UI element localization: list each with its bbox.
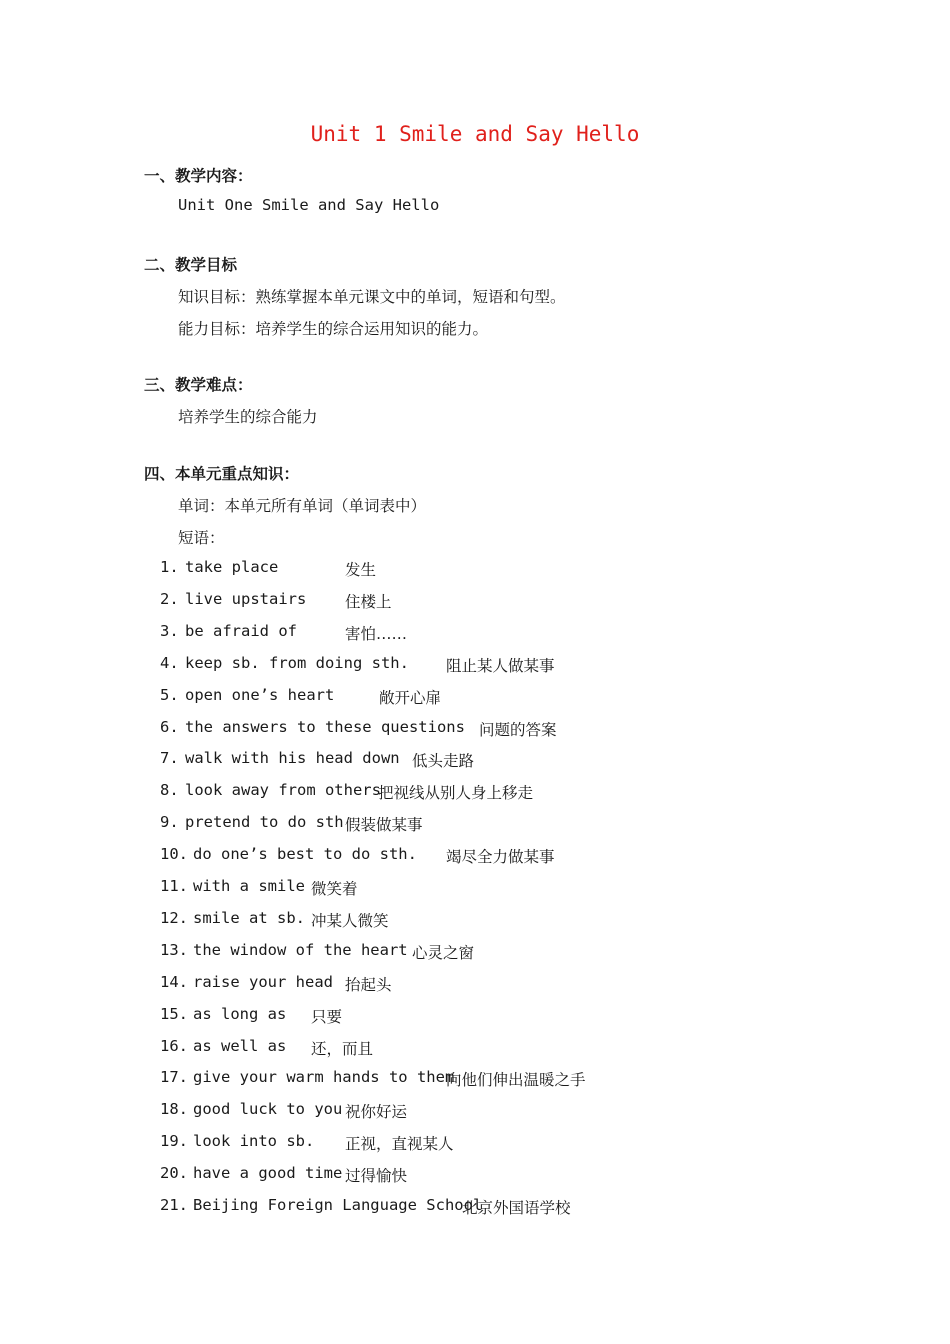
content-text: Unit One Smile and Say Hello (178, 196, 440, 214)
phrase-english: raise your head (193, 972, 333, 991)
phrase-number: 21. (160, 1196, 188, 1214)
phrase-number: 16. (160, 1036, 188, 1055)
phrase-chinese: 阻止某人做某事 (446, 656, 555, 675)
phrase-number: 12. (160, 908, 188, 927)
phrase-english: walk with his head down (185, 749, 400, 768)
phrase-chinese: 心灵之窗 (412, 943, 475, 962)
phrase-english: the answers to these questions (185, 717, 465, 736)
phrase-english: as well as (193, 1036, 287, 1055)
phrase-number: 19. (160, 1132, 188, 1151)
phrase-english: look away from others (185, 781, 381, 800)
phrase-english: look into sb. (193, 1132, 315, 1151)
phrase-english: as long as (193, 1004, 287, 1023)
phrase-english: open one’s heart (185, 685, 335, 704)
phrase-number: 7. (160, 749, 179, 768)
phrase-chinese: 害怕…… (345, 624, 408, 643)
section-heading-content: 一、教学内容： (144, 167, 253, 185)
phrase-english: keep sb. from doing sth. (185, 653, 409, 672)
phrase-number: 4. (160, 653, 179, 672)
page-title: Unit 1 Smile and Say Hello (310, 122, 640, 146)
phrase-english: do one’s best to do sth. (193, 845, 417, 864)
phrase-chinese: 把视线从别人身上移走 (378, 784, 534, 803)
phrase-number: 14. (160, 972, 188, 991)
phrase-number: 18. (160, 1100, 188, 1119)
phrase-chinese: 只要 (311, 1007, 343, 1026)
knowledge-goal: 知识目标：熟练掌握本单元课文中的单词，短语和句型。 (178, 288, 566, 306)
phrase-chinese: 敞开心扉 (379, 688, 442, 707)
phrase-chinese: 低头走路 (412, 752, 475, 771)
phrase-number: 20. (160, 1164, 188, 1183)
phrase-english: with a smile (193, 877, 305, 895)
phrase-english: pretend to do sth (185, 813, 344, 832)
phrase-chinese: 住楼上 (345, 592, 392, 611)
phrase-english: give your warm hands to them (193, 1068, 455, 1087)
phrase-chinese: 发生 (345, 561, 377, 579)
phrase-chinese: 还，而且 (311, 1039, 374, 1058)
phrase-english: good luck to you (193, 1100, 343, 1119)
phrase-chinese: 微笑着 (311, 880, 358, 898)
phrase-number: 11. (160, 877, 188, 895)
section-heading-difficulty: 三、教学难点： (144, 376, 253, 394)
phrase-english: be afraid of (185, 621, 297, 640)
phrase-number: 9. (160, 813, 179, 832)
phrase-number: 10. (160, 845, 188, 864)
phrase-chinese: 北京外国语学校 (462, 1199, 571, 1217)
phrase-number: 5. (160, 685, 179, 704)
words-line: 单词：本单元所有单词（单词表中） (178, 497, 427, 515)
phrase-english: take place (185, 558, 279, 576)
phrases-label: 短语： (178, 529, 225, 547)
phrase-english: Beijing Foreign Language School (193, 1196, 483, 1214)
phrase-number: 3. (160, 621, 179, 640)
phrase-number: 17. (160, 1068, 188, 1087)
phrase-chinese: 抬起头 (345, 975, 392, 994)
phrase-english: the window of the heart (193, 940, 408, 959)
section-heading-key-points: 四、本单元重点知识： (144, 465, 300, 483)
phrase-chinese: 冲某人微笑 (311, 911, 389, 930)
ability-goal: 能力目标：培养学生的综合运用知识的能力。 (178, 320, 489, 338)
phrase-english: live upstairs (185, 589, 307, 608)
phrase-number: 8. (160, 781, 179, 800)
phrase-chinese: 假装做某事 (345, 816, 423, 835)
phrase-english: smile at sb. (193, 908, 305, 927)
phrase-chinese: 竭尽全力做某事 (446, 848, 555, 867)
phrase-chinese: 正视，直视某人 (345, 1135, 454, 1154)
phrase-number: 6. (160, 717, 179, 736)
phrase-number: 15. (160, 1004, 188, 1023)
phrase-english: have a good time (193, 1164, 343, 1183)
phrase-chinese: 向他们伸出温暖之手 (446, 1071, 586, 1090)
phrase-chinese: 祝你好运 (345, 1103, 408, 1122)
phrase-number: 13. (160, 940, 188, 959)
phrase-chinese: 问题的答案 (479, 720, 557, 739)
phrase-number: 2. (160, 589, 179, 608)
section-heading-goals: 二、教学目标 (144, 256, 238, 274)
phrase-number: 1. (160, 558, 179, 576)
phrase-chinese: 过得愉快 (345, 1167, 408, 1186)
difficulty-text: 培养学生的综合能力 (178, 408, 318, 426)
